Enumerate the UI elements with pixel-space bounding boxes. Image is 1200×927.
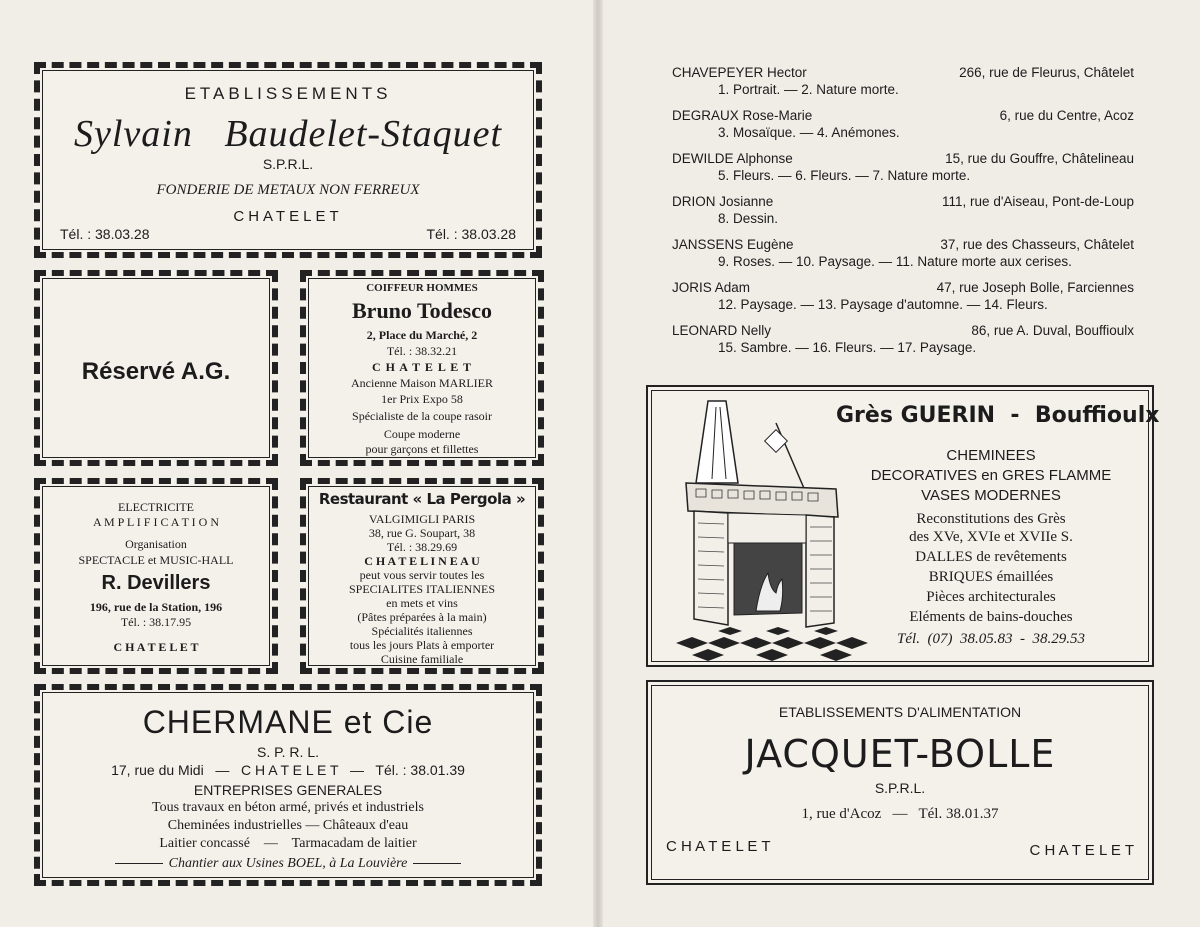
- ad-address: 38, rue G. Soupart, 38: [368, 526, 476, 540]
- ad-line: tous les jours Plats à emporter: [349, 638, 495, 652]
- ad-address: 1, rue d'Acoz — Tél. 38.01.37: [801, 806, 999, 822]
- list-item: [672, 193, 1134, 227]
- ad-company-name: Sylvain Baudelet-Staquet: [73, 113, 503, 155]
- list-item: [672, 322, 1134, 356]
- ad-tel: Tél. (07) 38.05.83 - 38.29.53: [897, 631, 1085, 647]
- ad-line: en mets et vins: [386, 596, 458, 610]
- ad-line: (Pâtes préparées à la main): [357, 610, 487, 624]
- ad-line: 1er Prix Expo 58: [381, 392, 463, 406]
- ad-line: VALGIMIGLI PARIS: [368, 512, 476, 526]
- ad-line: ELECTRICITE: [118, 500, 194, 514]
- artist-works: 12. Paysage. — 13. Paysage d'automne. — 14. Fleurs.: [718, 297, 1048, 312]
- artist-name: DRION Josianne: [672, 194, 774, 209]
- artist-works: 1. Portrait. — 2. Nature morte.: [718, 82, 899, 97]
- ad-line: peut vous servir toutes les: [359, 568, 485, 582]
- ad-line: Reconstitutions des Grès: [916, 511, 1066, 527]
- ad-line: Eléments de bains-douches: [909, 609, 1073, 625]
- ad-line: Ancienne Maison MARLIER: [351, 376, 493, 390]
- artist-works: 3. Mosaïque. — 4. Anémones.: [718, 125, 900, 140]
- ad-line: Spécialités italiennes: [371, 624, 473, 638]
- ad-company-name: Restaurant « La Pergola »: [318, 490, 526, 508]
- ad-line: [40, 856, 536, 872]
- ad-tel: Tél. : 38.17.95: [120, 615, 192, 629]
- ad-reserve: [34, 270, 278, 466]
- ad-line: des XVe, XVIe et XVIIe S.: [909, 529, 1073, 545]
- rule-right: [413, 863, 461, 864]
- ad-line: Spécialiste de la coupe rasoir: [352, 409, 492, 423]
- list-item: [672, 279, 1134, 313]
- ad-la-pergola: [300, 478, 544, 674]
- ad-footer: Chantier aux Usines BOEL, à La Louvière: [168, 856, 408, 871]
- ad-city: C H A T E L E T: [371, 360, 473, 374]
- ad-header: COIFFEUR HOMMES: [366, 282, 478, 294]
- ad-header: ETABLISSEMENTS: [184, 84, 392, 103]
- artist-address: 47, rue Joseph Bolle, Farciennes: [936, 280, 1134, 295]
- artist-works: 5. Fleurs. — 6. Fleurs. — 7. Nature morte.: [718, 168, 971, 183]
- ad-line: SPECTACLE et MUSIC-HALL: [78, 553, 234, 567]
- ad-city-left: C H A T E L E T: [666, 838, 771, 855]
- ad-city-right: C H A T E L E T: [1029, 842, 1134, 859]
- ad-tel-left: Tél. : 38.03.28: [60, 226, 150, 242]
- list-item: [672, 150, 1134, 184]
- ad-line: SPECIALITES ITALIENNES: [348, 582, 496, 596]
- artist-works: 15. Sambre. — 16. Fleurs. — 17. Paysage.: [718, 340, 977, 355]
- ad-line: ENTREPRISES GENERALES: [193, 782, 383, 798]
- artist-works: 8. Dessin.: [718, 211, 779, 226]
- artist-address: 86, rue A. Duval, Bouffioulx: [971, 323, 1134, 338]
- ad-activity: FONDERIE DE METAUX NON FERREUX: [156, 182, 420, 198]
- artist-name: DEWILDE Alphonse: [672, 151, 793, 166]
- list-item: [672, 107, 1134, 141]
- ad-line: CHEMINEES: [946, 447, 1036, 464]
- ad-line: Laitier concassé — Tarmacadam de laitier: [159, 836, 417, 851]
- ad-sprl: S.P.R.L.: [874, 780, 926, 796]
- list-item: [672, 64, 1134, 98]
- artist-address: 266, rue de Fleurus, Châtelet: [959, 65, 1134, 80]
- artist-name: LEONARD Nelly: [672, 323, 772, 338]
- ad-city: C H A T E L E T: [113, 640, 199, 654]
- ad-line: pour garçons et fillettes: [365, 442, 479, 456]
- ad-tel-right: Tél. : 38.03.28: [426, 226, 516, 242]
- artist-address: 37, rue des Chasseurs, Châtelet: [940, 237, 1134, 252]
- artist-name: DEGRAUX Rose-Marie: [672, 108, 813, 123]
- ad-line: Tous travaux en béton armé, privés et industriels: [152, 800, 424, 815]
- list-item: [672, 236, 1134, 270]
- ad-header: ETABLISSEMENTS D'ALIMENTATION: [778, 704, 1022, 720]
- ad-sylvain-baudelet: [34, 62, 542, 258]
- artist-address: 15, rue du Gouffre, Châtelineau: [945, 151, 1134, 166]
- rule-left: [115, 863, 163, 864]
- artist-works: 9. Roses. — 10. Paysage. — 11. Nature morte aux cerises.: [718, 254, 1072, 269]
- ad-tel: Tél. : 38.32.21: [386, 344, 458, 358]
- page-fold: [593, 0, 603, 927]
- ad-company-name: Grès GUERIN - Bouffioulx: [836, 403, 1160, 428]
- ad-company-name: Bruno Todesco: [352, 298, 492, 323]
- reserve-text: Réservé A.G.: [81, 358, 231, 385]
- artist-address: 6, rue du Centre, Acoz: [999, 108, 1134, 123]
- ad-line: VASES MODERNES: [921, 487, 1061, 504]
- ad-jacquet-bolle: [646, 680, 1154, 885]
- ad-line: A M P L I F I C A T I O N: [92, 515, 220, 529]
- ad-sprl: S.P.R.L.: [262, 156, 314, 172]
- ad-gres-guerin: [646, 385, 1160, 667]
- ad-company-name: CHERMANE et Cie: [142, 704, 434, 740]
- artist-name: JORIS Adam: [672, 280, 751, 295]
- ad-line: Coupe moderne: [383, 427, 461, 441]
- artist-name: JANSSENS Eugène: [672, 237, 794, 252]
- ad-tel: Tél. : 38.29.69: [386, 540, 458, 554]
- artist-address: 111, rue d'Aiseau, Pont-de-Loup: [942, 194, 1134, 209]
- ad-line: Cheminées industrielles — Châteaux d'eau: [167, 818, 409, 833]
- ad-company-name: R. Devillers: [101, 572, 211, 594]
- ad-devillers: [34, 478, 278, 674]
- ad-line: Cuisine familiale: [380, 652, 464, 666]
- ad-line: Organisation: [125, 537, 187, 551]
- ad-line: DECORATIVES en GRES FLAMME: [870, 467, 1112, 484]
- ad-sprl: S. P. R. L.: [257, 744, 319, 760]
- ad-address: 17, rue du Midi — C H A T E L E T — Tél. : 38.01.39: [111, 762, 465, 778]
- ad-line: Pièces architecturales: [926, 589, 1056, 605]
- ad-company-name: JACQUET-BOLLE: [744, 732, 1056, 776]
- artist-name: CHAVEPEYER Hector: [672, 65, 807, 80]
- ad-bruno-todesco: [300, 270, 544, 466]
- ad-address: 196, rue de la Station, 196: [89, 600, 223, 614]
- ad-city: C H A T E L I N E A U: [364, 554, 480, 568]
- ad-line: DALLES de revêtements: [915, 549, 1067, 565]
- ad-address: 2, Place du Marché, 2: [366, 328, 478, 342]
- ad-line: BRIQUES émaillées: [928, 569, 1054, 585]
- ad-city: CHATELET: [233, 208, 343, 225]
- ad-chermane: [34, 684, 542, 886]
